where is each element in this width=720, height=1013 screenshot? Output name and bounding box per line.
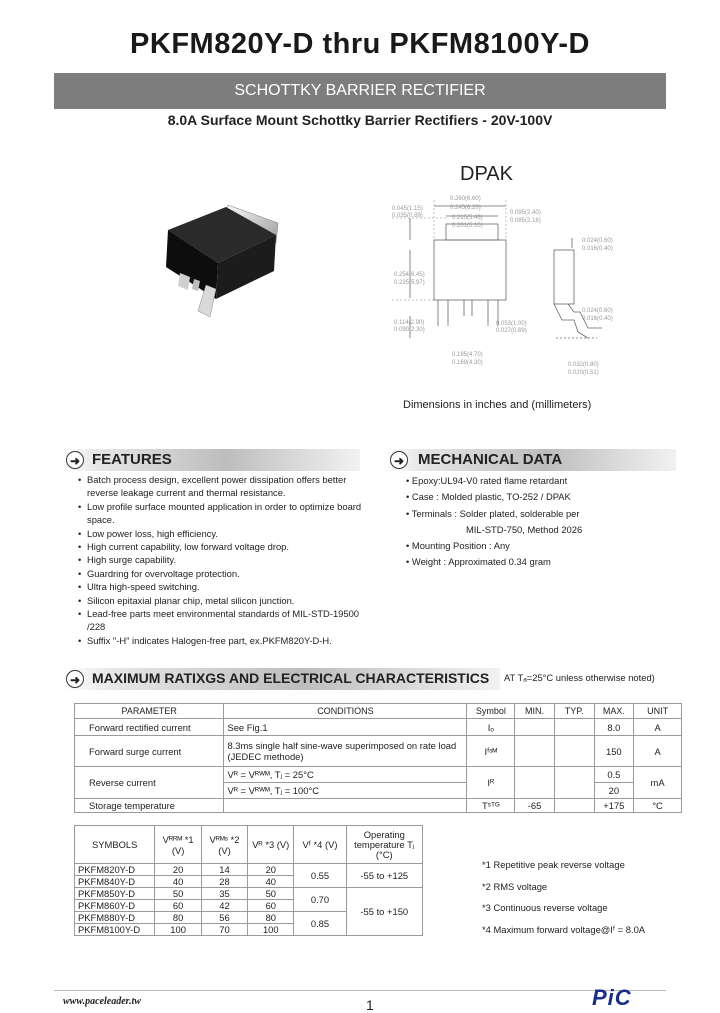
ratings-condition: AT Tₐ=25°C unless otherwise noted): [504, 672, 655, 683]
table-cell: [554, 719, 594, 736]
table-cell: 70: [201, 924, 247, 936]
mechanical-item: • Mounting Position : Any: [406, 540, 510, 552]
svg-text:0.024(0.60): 0.024(0.60): [582, 308, 613, 314]
table-cell: [554, 799, 594, 813]
table-cell: +175: [594, 799, 634, 813]
product-subtitle: 8.0A Surface Mount Schottky Barrier Rectifiers - 20V-100V: [167, 112, 553, 128]
package-name: DPAK: [460, 163, 513, 185]
svg-text:0.090(2.30): 0.090(2.30): [394, 327, 425, 333]
table-cell: Forward surge current: [75, 736, 224, 767]
table-row: [75, 719, 682, 736]
table-header: TYP.: [554, 704, 594, 719]
table-cell: PKFM860Y-D: [75, 900, 155, 912]
notes-list: [482, 854, 702, 940]
table-cell: PKFM8100Y-D: [75, 924, 155, 936]
table-cell: Iₒ: [467, 719, 515, 736]
dimension-note: Dimensions in inches and (millimeters): [403, 399, 592, 411]
svg-text:0.032(0.80): 0.032(0.80): [568, 362, 599, 368]
svg-text:0.235(5.97): 0.235(5.97): [394, 280, 425, 286]
svg-text:0.169(4.30): 0.169(4.30): [452, 360, 483, 366]
table-cell: 42: [201, 900, 247, 912]
svg-text:0.215(5.46): 0.215(5.46): [452, 215, 483, 221]
feature-item: • Ultra high-speed switching.: [78, 580, 368, 593]
table-header: Vᴿ *3 (V): [248, 826, 294, 864]
table-cell: Storage temperature: [75, 799, 224, 813]
table-cell: 8.0: [594, 719, 634, 736]
table-cell: -65: [515, 799, 555, 813]
table-cell: 100: [248, 924, 294, 936]
table-cell: 28: [201, 876, 247, 888]
dimension-drawing: [392, 188, 632, 383]
table-cell: 0.70: [294, 888, 346, 912]
table-cell: Iᶠˢᴹ: [467, 736, 515, 767]
svg-text:0.201(5.10): 0.201(5.10): [452, 223, 483, 229]
svg-text:0.260(6.60): 0.260(6.60): [450, 196, 481, 202]
table-header: Operating temperature Tⱼ (°C): [346, 826, 422, 864]
svg-text:0.095(2.40): 0.095(2.40): [510, 210, 541, 216]
table-cell: 150: [594, 736, 634, 767]
table-header: CONDITIONS: [224, 704, 467, 719]
ratings-header: [62, 668, 500, 690]
table-cell: -55 to +150: [346, 888, 422, 936]
table-cell: 20: [248, 864, 294, 876]
table-cell: PKFM820Y-D: [75, 864, 155, 876]
table-cell: 60: [248, 900, 294, 912]
mechanical-item: • Weight : Approximated 0.34 gram: [406, 556, 551, 568]
table-cell: 0.5: [594, 767, 634, 783]
table-row: [75, 736, 682, 767]
table-cell: A: [634, 719, 682, 736]
table-cell: 0.85: [294, 912, 346, 936]
feature-item: • High current capability, low forward voltage drop.: [78, 540, 368, 553]
table-cell: 20: [155, 864, 201, 876]
feature-item: • High surge capability.: [78, 553, 368, 566]
mechanical-item: • Case : Molded plastic, TO-252 / DPAK: [406, 491, 571, 503]
svg-text:0.035(0.89): 0.035(0.89): [392, 213, 423, 219]
table-cell: 50: [155, 888, 201, 900]
table-cell: 14: [201, 864, 247, 876]
ratings-title: MAXIMUM RATIXGS AND ELECTRICAL CHARACTERISTICS: [92, 670, 490, 686]
table-header: Vᴿᴿᴹ *1 (V): [155, 826, 201, 864]
table-cell: 0.55: [294, 864, 346, 888]
table-cell: [554, 736, 594, 767]
table-cell: Reverse current: [75, 767, 224, 799]
symbols-table: [74, 825, 423, 936]
table-cell: Forward rectified current: [75, 719, 224, 736]
svg-text:0.114(2.90): 0.114(2.90): [394, 320, 425, 326]
table-cell: 56: [201, 912, 247, 924]
svg-text:0.027(0.69): 0.027(0.69): [496, 328, 527, 334]
features-title: FEATURES: [92, 451, 172, 468]
table-row: [75, 799, 682, 813]
table-header: Symbol: [467, 704, 515, 719]
feature-item: • Low power loss, high efficiency.: [78, 527, 368, 540]
table-cell: 80: [155, 912, 201, 924]
mechanical-item: MIL-STD-750, Method 2026: [466, 523, 583, 535]
footer-divider: [54, 990, 666, 991]
page-title: PKFM820Y-D thru PKFM8100Y-D: [130, 28, 590, 60]
table-cell: [515, 767, 555, 799]
table-header: MIN.: [515, 704, 555, 719]
arrow-circle-icon: ➜: [66, 451, 84, 469]
page-number: 1: [366, 997, 374, 1013]
features-list: [78, 473, 368, 647]
ratings-table: [74, 703, 682, 813]
table-cell: PKFM850Y-D: [75, 888, 155, 900]
table-cell: 100: [155, 924, 201, 936]
table-cell: Vᴿ = Vᴿᵂᴹ, Tⱼ = 100°C: [224, 783, 467, 799]
svg-text:0.016(0.40): 0.016(0.40): [582, 316, 613, 322]
table-cell: PKFM880Y-D: [75, 912, 155, 924]
table-cell: 35: [201, 888, 247, 900]
table-cell: Tˢᵀᴳ: [467, 799, 515, 813]
note-item: *1 Repetitive peak reverse voltage: [482, 859, 625, 870]
table-cell: [554, 767, 594, 799]
table-cell: 40: [155, 876, 201, 888]
table-cell: 40: [248, 876, 294, 888]
arrow-circle-icon: ➜: [66, 670, 84, 688]
table-header-row: [75, 826, 423, 864]
table-header: SYMBOLS: [75, 826, 155, 864]
feature-item: • Batch process design, excellent power dissipation offers better reverse leakage current and thermal resistance.: [78, 473, 368, 500]
table-row: [75, 888, 423, 900]
table-header: UNIT: [634, 704, 682, 719]
table-cell: PKFM840Y-D: [75, 876, 155, 888]
table-cell: A: [634, 736, 682, 767]
svg-text:0.185(4.70): 0.185(4.70): [452, 352, 483, 358]
features-header: [62, 449, 360, 471]
table-cell: mA: [634, 767, 682, 799]
table-cell: 8.3ms single half sine-wave superimposed on rate load (JEDEC methode): [224, 736, 467, 767]
table-header: MAX.: [594, 704, 634, 719]
svg-text:0.016(0.40): 0.016(0.40): [582, 246, 613, 252]
table-header-row: [75, 704, 682, 719]
table-cell: [515, 736, 555, 767]
feature-item: • Silicon epitaxial planar chip, metal silicon junction.: [78, 594, 368, 607]
feature-item: • Low profile surface mounted application in order to optimize board space.: [78, 500, 368, 527]
svg-text:0.024(0.60): 0.024(0.60): [582, 238, 613, 244]
feature-item: • Lead-free parts meet environmental standards of MIL-STD-19500 /228: [78, 607, 368, 634]
table-cell: [515, 719, 555, 736]
mechanical-title: MECHANICAL DATA: [418, 451, 563, 468]
svg-text:0.085(2.18): 0.085(2.18): [510, 218, 541, 224]
table-cell: 20: [594, 783, 634, 799]
table-row: [75, 864, 423, 876]
svg-text:0.254(6.45): 0.254(6.45): [394, 272, 425, 278]
table-header: Vᴿᴹˢ *2 (V): [201, 826, 247, 864]
table-cell: -55 to +125: [346, 864, 422, 888]
package-photo: [150, 195, 290, 320]
table-cell: Vᴿ = Vᴿᵂᴹ, Tⱼ = 25°C: [224, 767, 467, 783]
arrow-circle-icon: ➜: [390, 451, 408, 469]
table-cell: See Fig.1: [224, 719, 467, 736]
table-cell: °C: [634, 799, 682, 813]
note-item: *2 RMS voltage: [482, 880, 548, 892]
table-cell: 50: [248, 888, 294, 900]
table-cell: 80: [248, 912, 294, 924]
table-cell: Iᴿ: [467, 767, 515, 799]
mechanical-item: • Terminals : Solder plated, solderable per: [406, 507, 580, 519]
feature-item: • Suffix "-H" indicates Halogen-free part, ex.PKFM820Y-D-H.: [78, 634, 368, 647]
svg-text:0.053(1.00): 0.053(1.00): [496, 321, 527, 327]
mechanical-item: • Epoxy:UL94-V0 rated flame retardant: [406, 475, 568, 486]
footer-url[interactable]: www.paceleader.tw: [63, 996, 141, 1007]
note-item: *4 Maximum forward voltage@Iᶠ = 8.0A: [482, 923, 646, 935]
table-header: Vᶠ *4 (V): [294, 826, 346, 864]
company-logo: PiC: [592, 985, 632, 1010]
svg-text:0.045(1.15): 0.045(1.15): [392, 206, 423, 212]
svg-text:0.020(0.51): 0.020(0.51): [568, 370, 599, 376]
table-header: PARAMETER: [75, 704, 224, 719]
note-item: *3 Continuous reverse voltage: [482, 902, 608, 914]
table-cell: [224, 799, 467, 813]
product-banner: SCHOTTKY BARRIER RECTIFIER: [54, 73, 666, 109]
svg-text:0.245(6.20): 0.245(6.20): [450, 205, 481, 211]
mechanical-list: [406, 473, 676, 571]
table-cell: 60: [155, 900, 201, 912]
table-row: [75, 767, 682, 783]
mechanical-header: [386, 449, 676, 471]
feature-item: • Guardring for overvoltage protection.: [78, 567, 368, 580]
